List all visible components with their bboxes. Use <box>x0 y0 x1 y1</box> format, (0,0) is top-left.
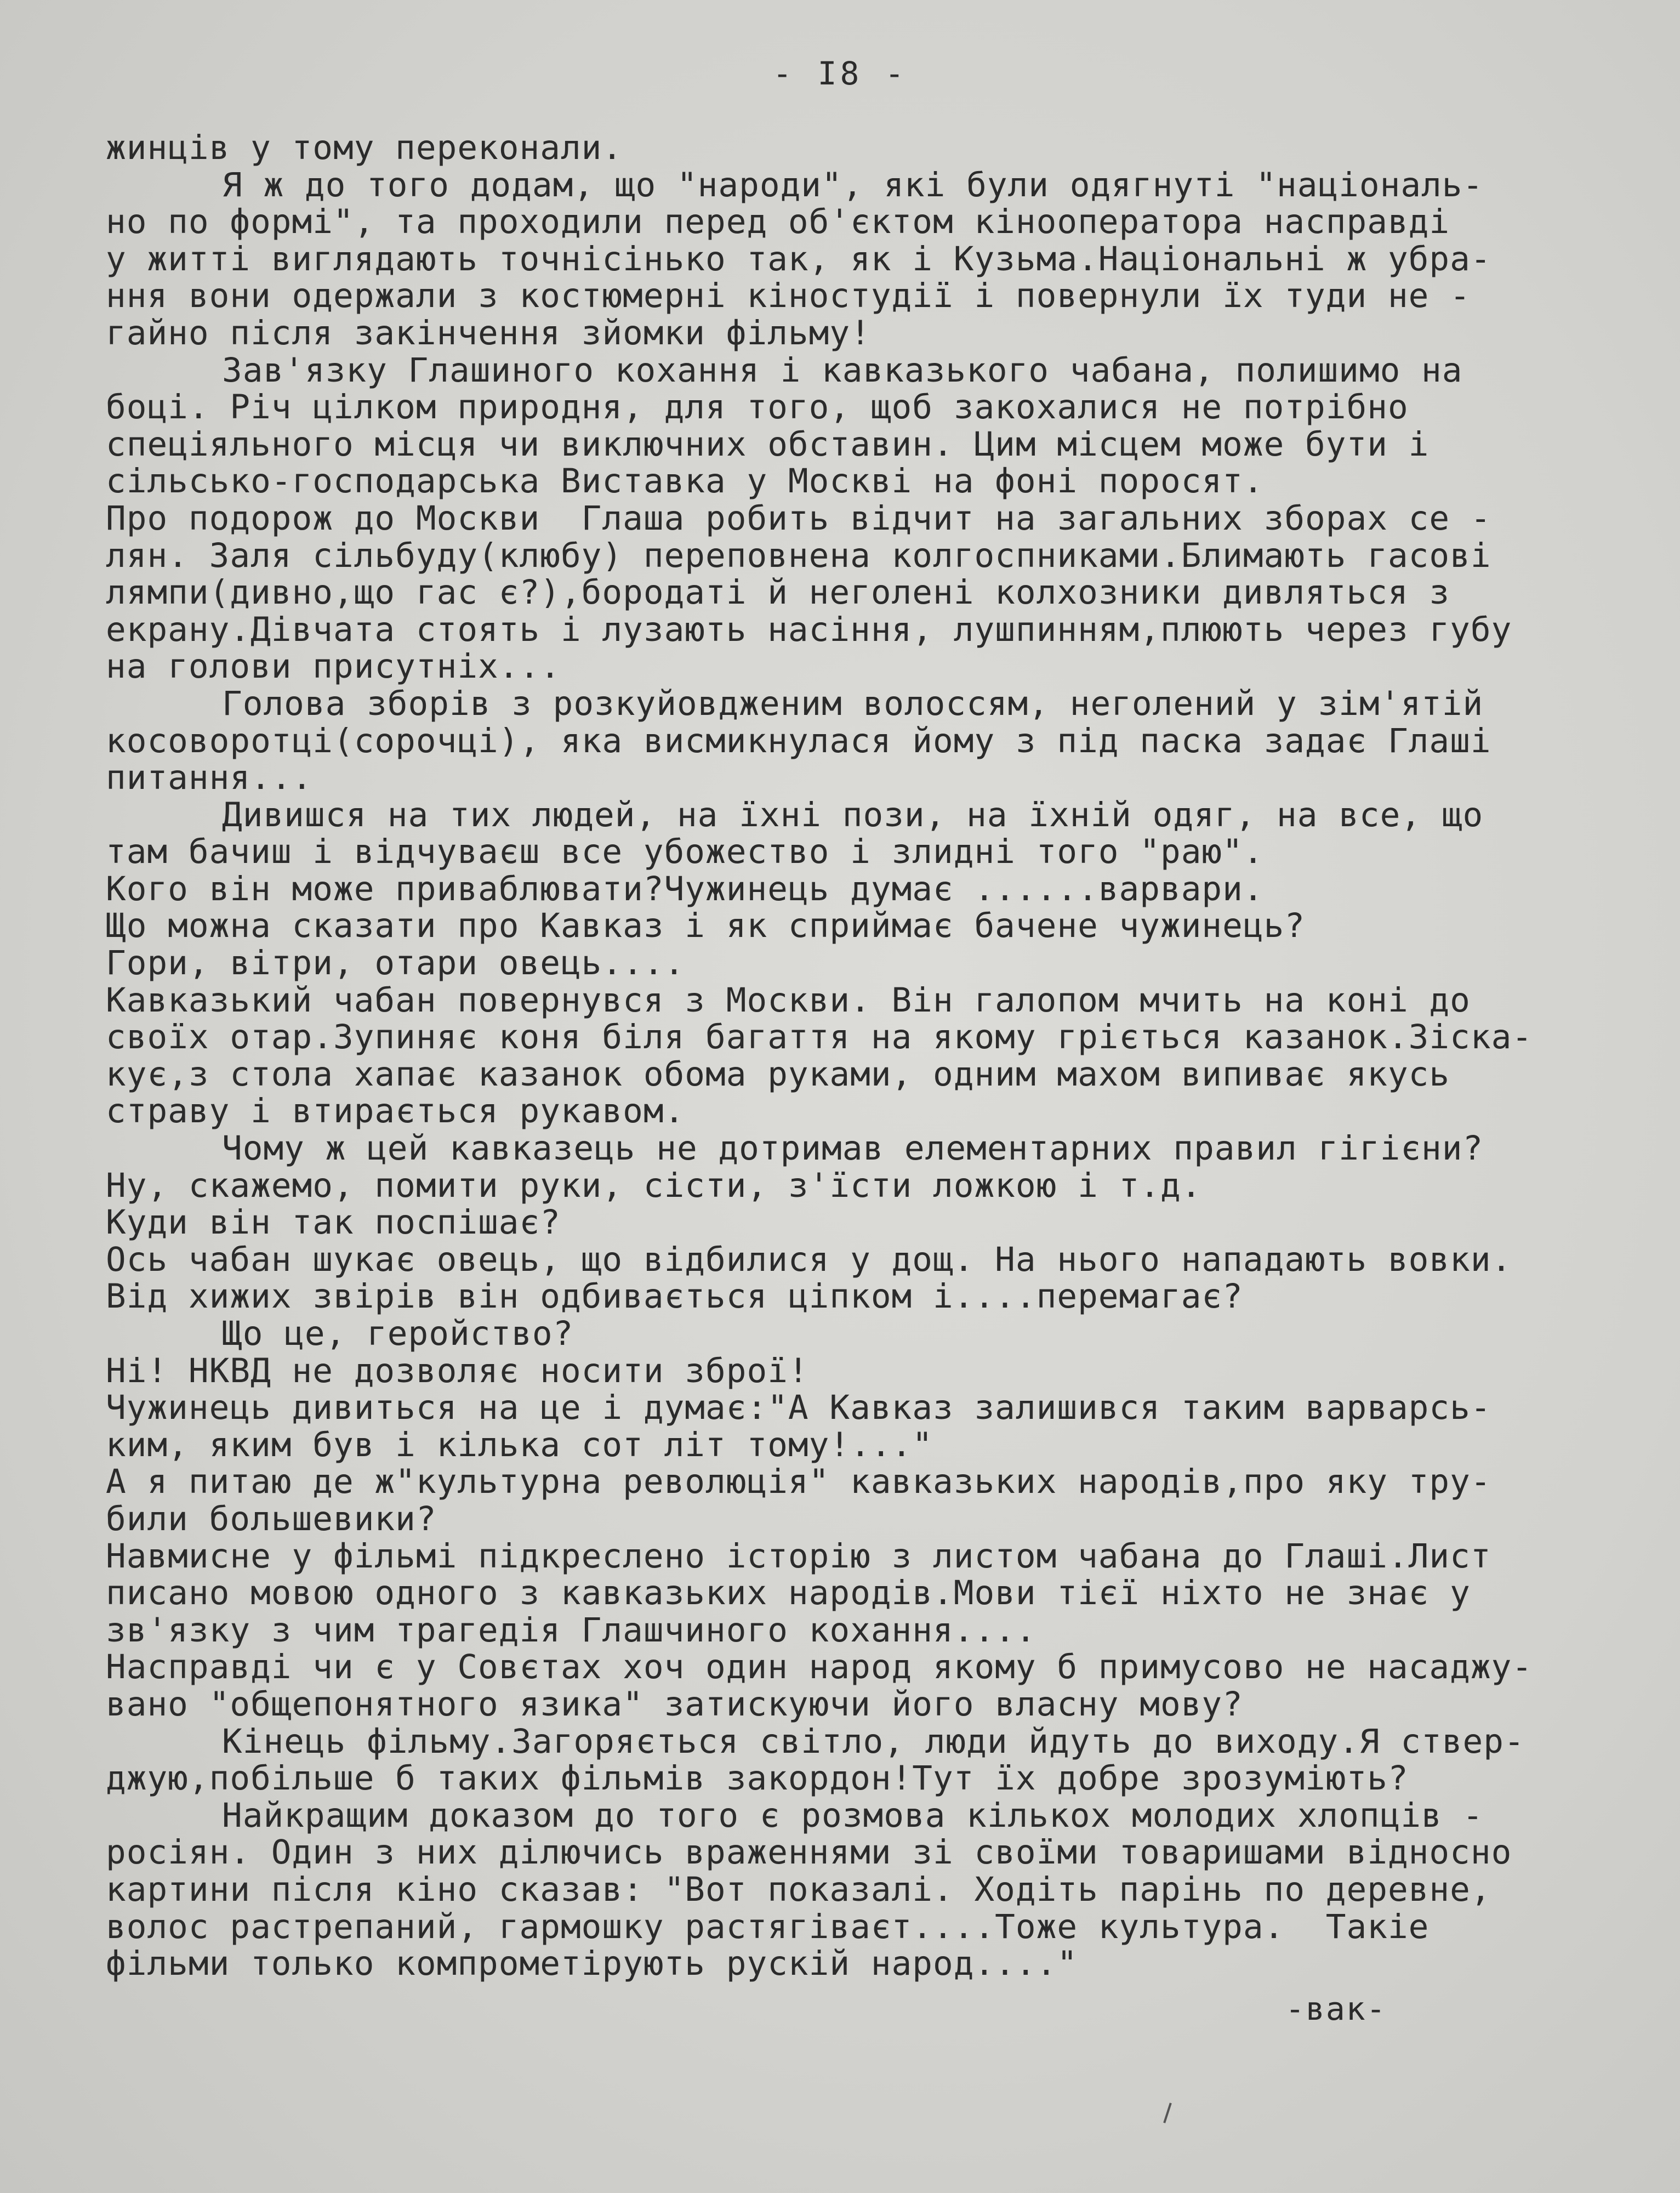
text-line: волос растрепаний, гармошку растягіваєт....Тоже культура. Такіе <box>106 1908 1430 1946</box>
text-line: своїх отар.Зупиняє коня біля багаття на якому гріється казанок.Зіска- <box>106 1019 1533 1056</box>
author-signature: -вак- <box>1285 1990 1387 2027</box>
body-text <box>106 129 1630 1982</box>
text-line: но по формі", та проходили перед об'єктом кінооператора насправді <box>106 203 1450 241</box>
text-line: картини після кіно сказав: "Вот показалі. Ходіть парінь по деревне, <box>106 1871 1491 1908</box>
text-line: кує,з стола хапає казанок обома руками, одним махом випиває якусь <box>106 1055 1450 1093</box>
text-line: Чому ж цей кавказець не дотримав елементарних правил гігієни? <box>222 1130 1484 1167</box>
text-line: Що можна сказати про Кавказ і як сприймає бачене чужинець? <box>106 907 1306 945</box>
text-line: Про подорож до Москви Глаша робить відчит на загальних зборах се - <box>106 499 1491 537</box>
text-line: спеціяльного місця чи виключних обставин. Цим місцем може бути і <box>106 425 1430 463</box>
text-line: Чужинець дивиться на це і думає:"А Кавказ залишився таким варварсь- <box>106 1389 1491 1427</box>
text-line: Гори, вітри, отари овець.... <box>106 945 685 982</box>
text-line: Я ж до того додам, що "народи", які були одягнуті "національ- <box>222 166 1484 204</box>
text-line: питання... <box>106 759 313 797</box>
text-line: гайно після закінчення зйомки фільму! <box>106 314 871 352</box>
text-line: джую,побільше б таких фільмів закордон!Тут їх добре зрозуміють? <box>106 1760 1409 1797</box>
stray-mark <box>1163 2103 1172 2123</box>
text-line: ння вони одержали з костюмерні кіностудії і повернули їх туди не - <box>106 277 1471 315</box>
text-line: лямпи(дивно,що гас є?),бородаті й неголені колхозники дивляться з <box>106 574 1450 611</box>
text-line: фільми только компрометірують рускій народ...." <box>106 1945 1078 1982</box>
text-line: А я питаю де ж"культурна революція" кавказьких народів,про яку тру- <box>106 1463 1491 1501</box>
text-line: екрану.Дівчата стоять і лузають насіння, лушпинням,плюють через губу <box>106 611 1512 649</box>
text-line: жинців у тому переконали. <box>106 129 623 167</box>
text-line: сільсько-господарська Виставка у Москві на фоні поросят. <box>106 463 1264 500</box>
text-line: росіян. Один з них ділючись враженнями зі своїми товаришами відносно <box>106 1834 1512 1871</box>
text-line: страву і втирається рукавом. <box>106 1093 685 1130</box>
text-line: у житті виглядають точнісінько так, як і Кузьма.Національні ж убра- <box>106 240 1491 278</box>
text-line: Кавказький чабан повернувся з Москви. Він галопом мчить на коні до <box>106 981 1471 1019</box>
text-line: Кінець фільму.Загоряється світло, люди йдуть до виходу.Я ствер- <box>222 1723 1525 1760</box>
page-number: - I8 - <box>772 55 908 92</box>
text-line: боці. Річ цілком природня, для того, щоб закохалися не потрібно <box>106 389 1409 426</box>
text-line: Голова зборів з розкуйовдженим волоссям, неголений у зім'ятій <box>222 685 1484 723</box>
text-line: косоворотці(сорочці), яка висмикнулася йому з під паска задає Глаші <box>106 722 1491 760</box>
text-line: ким, яким був і кілька сот літ тому!..." <box>106 1426 933 1464</box>
text-line: Насправді чи є у Совєтах хоч один народ якому б примусово не насаджу- <box>106 1649 1533 1686</box>
text-line: лян. Заля сільбуду(клюбу) переповнена колгоспниками.Блимають гасові <box>106 537 1491 575</box>
text-line: Куди він так поспішає? <box>106 1204 561 1241</box>
text-line: зв'язку з чим трагедія Глашчиного кохання.... <box>106 1611 1037 1649</box>
text-line: Кого він може приваблювати?Чужинець думає ......варвари. <box>106 870 1264 908</box>
text-line: вано "общепонятного язика" затискуючи його власну мову? <box>106 1685 1243 1723</box>
text-line: Ні! НКВД не дозволяє носити зброї! <box>106 1352 809 1390</box>
text-line: там бачиш і відчуваєш все убожество і злидні того "раю". <box>106 833 1264 871</box>
text-line: Що це, геройство? <box>222 1315 574 1353</box>
text-line: Навмисне у фільмі підкреслено історію з листом чабана до Глаші.Лист <box>106 1537 1491 1575</box>
text-line: на голови присутніх... <box>106 648 561 685</box>
text-line: били большевики? <box>106 1500 437 1538</box>
text-line: Дивишся на тих людей, на їхні пози, на їхній одяг, на все, що <box>222 796 1484 834</box>
text-line: Ну, скажемо, помити руки, сісти, з'їсти ложкою і т.д. <box>106 1167 1202 1205</box>
text-line: Найкращим доказом до того є розмова кількох молодих хлопців - <box>222 1797 1484 1834</box>
text-line: Зав'язку Глашиного кохання і кавказького чабана, полишимо на <box>222 351 1463 389</box>
text-line: Від хижих звірів він одбивається ціпком і....перемагає? <box>106 1278 1243 1315</box>
text-line: Ось чабан шукає овець, що відбилися у дощ. На нього нападають вовки. <box>106 1241 1512 1279</box>
text-line: писано мовою одного з кавказьких народів.Мови тієї ніхто не знає у <box>106 1575 1471 1612</box>
